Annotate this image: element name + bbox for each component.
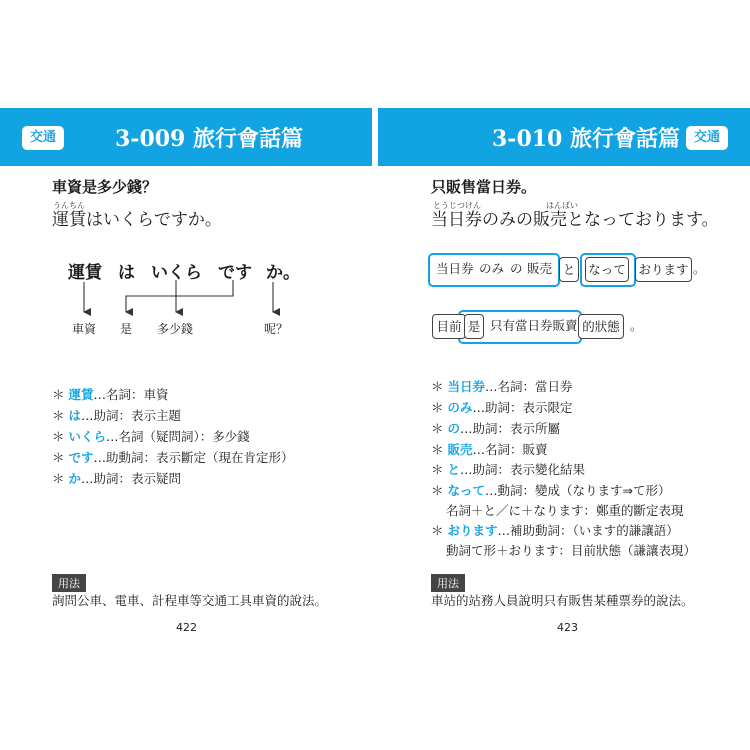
right-note-subitem: 動詞て形＋おります：目前狀態（謙讓表現） — [446, 543, 697, 558]
right-usage-label: 用法 — [431, 574, 465, 592]
left-breakdown-meaning: 多少錢 — [157, 322, 194, 336]
right-zh-segment: 。 — [630, 318, 643, 333]
right-zh-box: 目前 — [432, 314, 466, 339]
right-note-item: ＊ と…助詞：表示變化結果 — [431, 462, 586, 477]
right-page-number: 423 — [557, 621, 578, 634]
left-note-item: ＊ いくら…名詞（疑問詞）：多少錢 — [52, 429, 250, 444]
left-breakdown-arrows — [0, 0, 372, 340]
right-jp-segment: の — [510, 261, 523, 276]
right-page-title: 3-010 旅行會話篇 — [492, 126, 681, 152]
right-note-item: ＊ のみ…助詞：表示限定 — [431, 400, 573, 415]
left-usage-label: 用法 — [52, 574, 86, 592]
right-jp-segment: 販売 — [527, 261, 553, 276]
left-furigana-1: うんちん — [53, 201, 85, 210]
right-jp-segment: のみ — [479, 261, 505, 276]
left-breakdown-meaning: 呢？ — [264, 322, 289, 336]
right-note-item: ＊ の…助詞：表示所屬 — [431, 421, 561, 436]
right-usage-text: 車站的站務人員說明只有販售某種票券的說法。 — [431, 593, 694, 608]
right-jp-segment: 当日券 — [436, 261, 474, 276]
left-japanese-sentence: 運賃はいくらですか。 — [52, 210, 222, 230]
left-breakdown-word: いくら — [151, 263, 202, 283]
right-zh-segment: 只有當日券販賣 — [490, 318, 578, 333]
left-question: 車資是多少錢？ — [52, 178, 158, 196]
left-breakdown-meaning: 是 — [120, 322, 133, 336]
left-note-item: ＊ か…助詞：表示疑問 — [52, 471, 182, 486]
left-note-item: ＊ は…助詞：表示主題 — [52, 408, 182, 423]
right-furigana-1: とうじつけん — [433, 201, 481, 210]
right-zh-box: 是 — [464, 314, 484, 339]
left-breakdown-word: は — [118, 263, 135, 283]
right-note-item: ＊ 当日券…名詞：當日券 — [431, 379, 573, 394]
right-category-tag: 交通 — [686, 126, 728, 150]
right-jp-box: なって — [585, 257, 629, 282]
left-note-item: ＊ です…助動詞：表示斷定（現在肯定形） — [52, 450, 294, 465]
right-japanese-sentence: 当日券のみの販売となっております。 — [431, 210, 719, 230]
right-question: 只販售當日券。 — [431, 178, 537, 196]
left-page-title: 3-009 旅行會話篇 — [115, 126, 304, 152]
right-jp-box: と — [559, 257, 579, 282]
right-note-subitem: 名詞＋と／に＋なります：鄭重的斷定表現 — [446, 503, 684, 518]
right-note-item: ＊ なって…動詞：變成（なります⇒て形） — [431, 483, 671, 498]
left-page-number: 422 — [176, 621, 197, 634]
left-note-item: ＊ 運賃…名詞：車資 — [52, 387, 169, 402]
right-furigana-2: はんばい — [546, 201, 578, 210]
right-jp-segment: 。 — [693, 261, 706, 276]
left-usage-text: 詢問公車、電車、計程車等交通工具車資的說法。 — [52, 593, 328, 608]
right-zh-box: 的狀態 — [578, 314, 624, 339]
left-breakdown-meaning: 車資 — [72, 322, 97, 336]
right-jp-box: おります — [635, 257, 692, 282]
left-breakdown-word: か。 — [266, 263, 300, 283]
right-note-item: ＊ おります…補助動詞：（います的謙讓語） — [431, 523, 679, 538]
left-breakdown-word: です — [218, 263, 252, 283]
left-breakdown-word: 運賃 — [68, 263, 102, 283]
left-category-tag: 交通 — [22, 126, 64, 150]
right-note-item: ＊ 販売…名詞：販賣 — [431, 442, 548, 457]
